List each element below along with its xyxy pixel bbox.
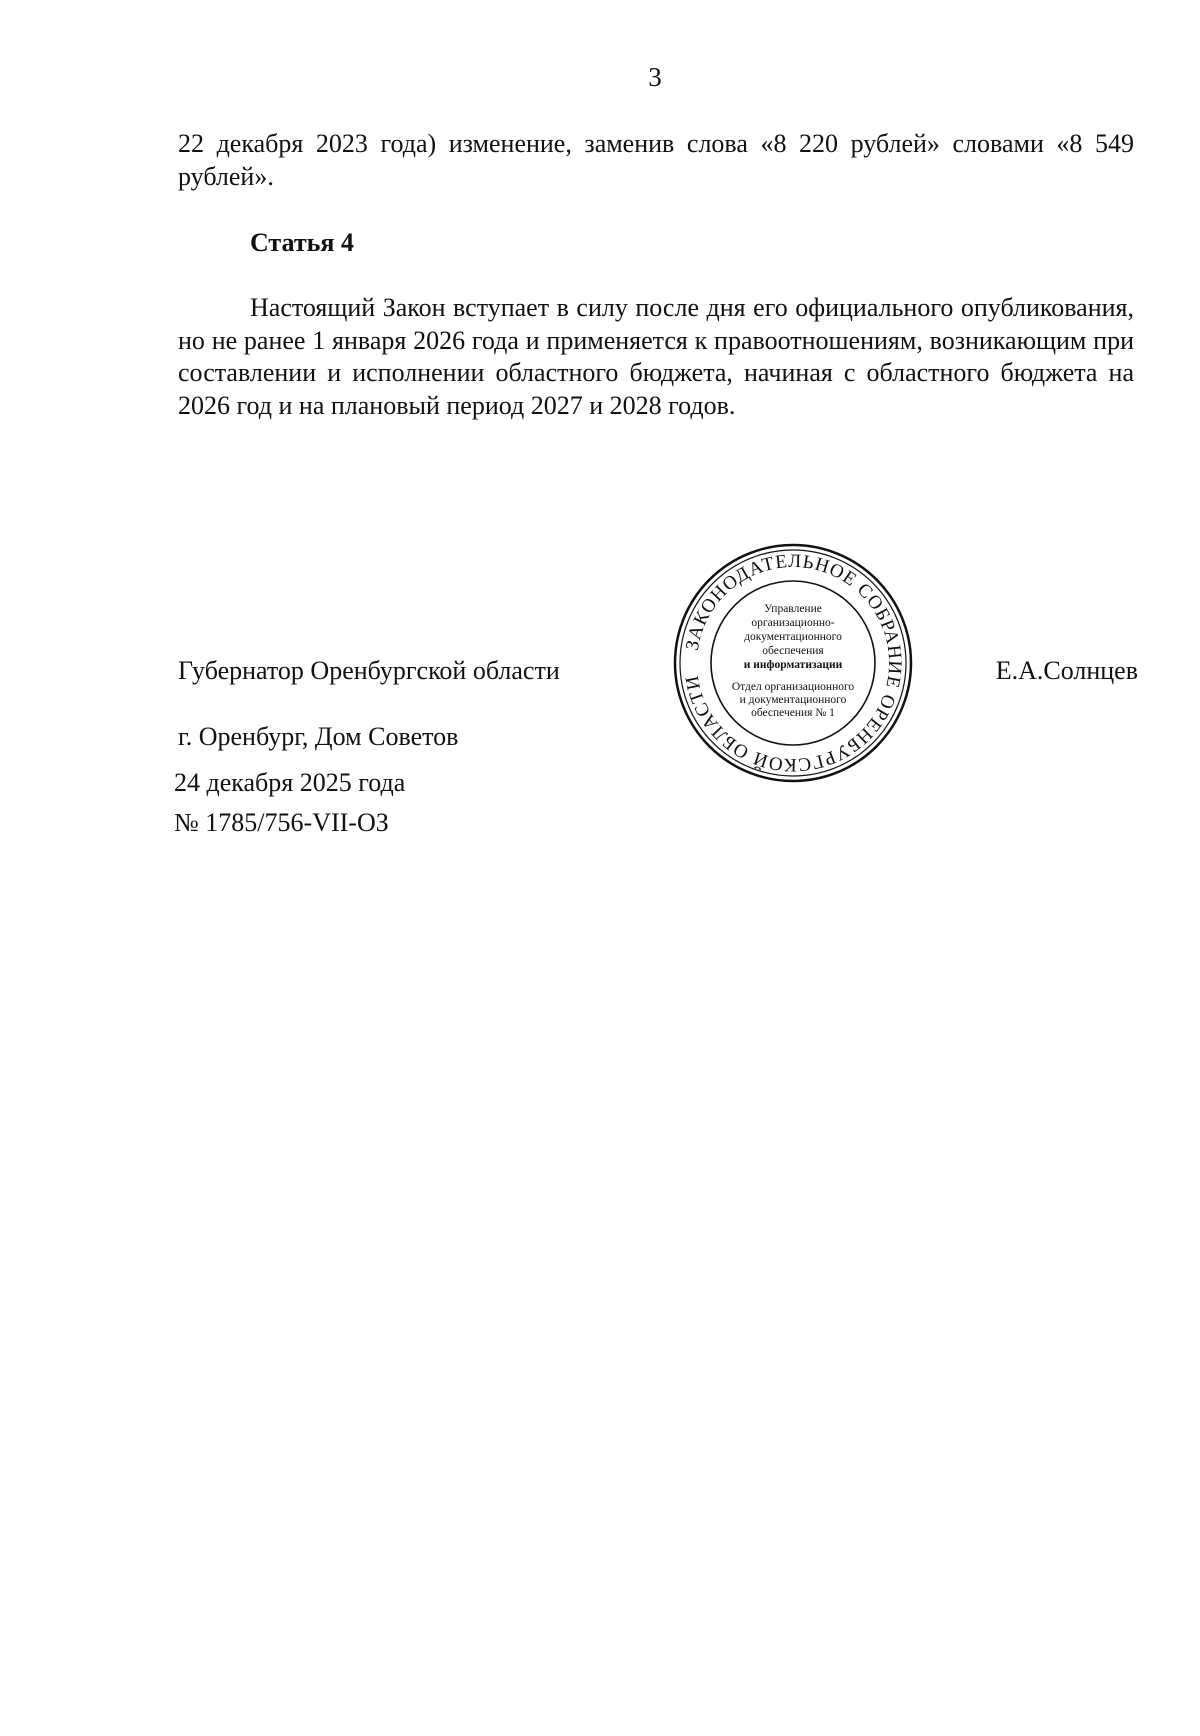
seal-department-line-3: документационного [744, 631, 842, 643]
seal-ring-text: ЗАКОНОДАТЕЛЬНОЕ СОБРАНИЕ ОРЕНБУРГСКОЙ ОБЛАСТИ [681, 550, 906, 776]
law-number: № 1785/756-VII-ОЗ [174, 808, 389, 837]
signatory-name: Е.А.Солнцев [995, 656, 1138, 685]
official-seal [670, 540, 916, 786]
signing-place: г. Оренбург, Дом Советов [178, 722, 459, 751]
body-paragraph-amendment: 22 декабря 2023 года) изменение, заменив слова «8 220 рублей» словами «8 549 рублей». [178, 129, 1134, 191]
article-heading: Статья 4 [250, 228, 354, 257]
seal-division-line-3: обеспечения № 1 [751, 707, 835, 719]
body-paragraph-entry-into-force: Настоящий Закон вступает в силу после дня его официального опубликования, но не ранее 1 января 2026 года и применяется к правоотношениям, возникающим при составлении и исполнении областного бюджета, начиная с областного бюджета на 2026 год и на плановый период 2027 и 2028 годов. [178, 293, 1134, 420]
signatory-position: Губернатор Оренбургской области [178, 656, 560, 685]
seal-department-line-2: организационно- [751, 617, 835, 629]
signing-date: 24 декабря 2025 года [174, 768, 406, 797]
seal-department-line-4: обеспечения [762, 645, 824, 657]
seal-department-line-5: и информатизации [743, 659, 843, 671]
seal-division-line-1: Отдел организационного [731, 681, 855, 693]
seal-division-line-2: и документационного [739, 694, 847, 706]
seal-department-line-1: Управление [764, 603, 822, 615]
page-number: 3 [648, 62, 662, 92]
